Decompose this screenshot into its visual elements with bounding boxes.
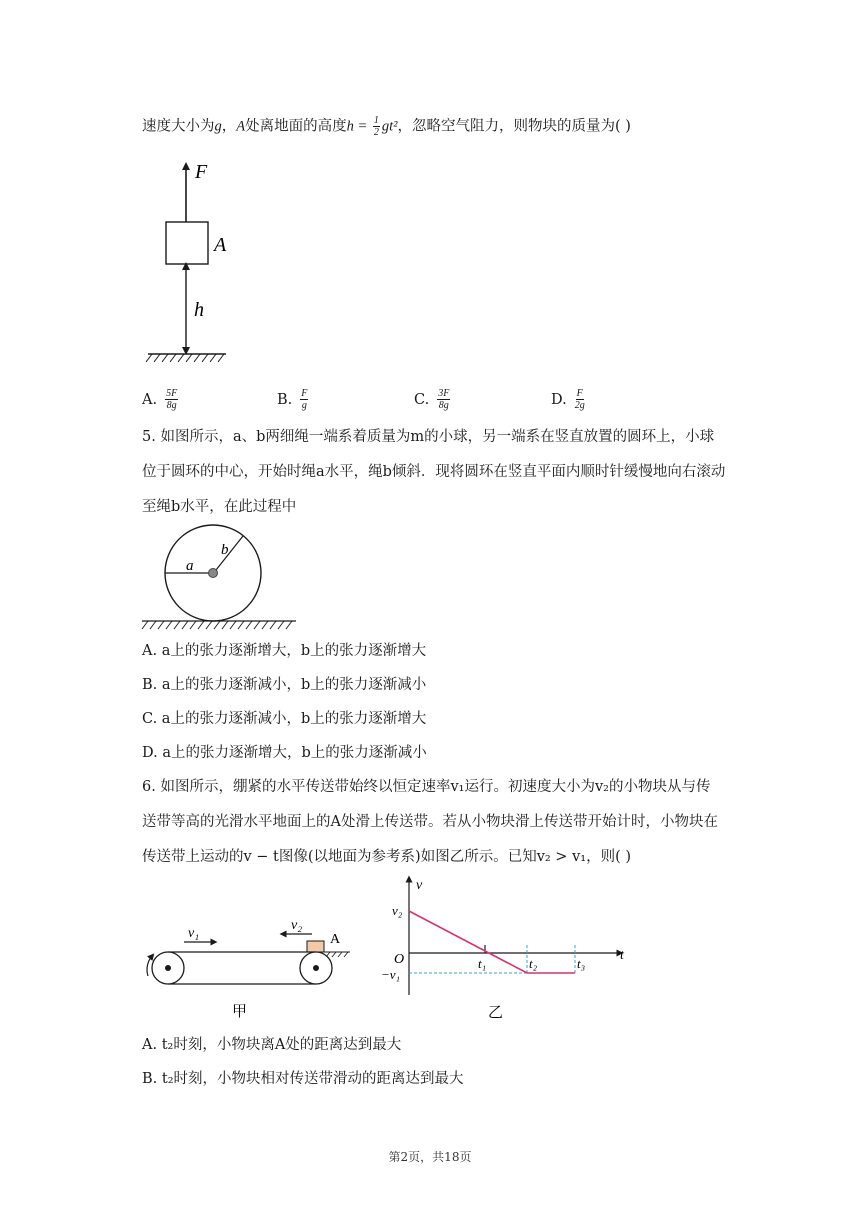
q6-vt-graph bbox=[376, 875, 636, 1025]
ground-hatch bbox=[146, 354, 224, 362]
q5-line-3: 至绳b水平，在此过程中 bbox=[142, 499, 297, 515]
q6-line-2: 送带等高的光滑水平地面上的A处滑上传送带。若从小物块滑上传送带开始计时，小物块在 bbox=[142, 814, 718, 830]
label-b: b bbox=[221, 542, 229, 558]
q4-option-c[interactable] bbox=[414, 388, 452, 411]
ball bbox=[209, 569, 218, 578]
option-label: B. bbox=[277, 391, 293, 408]
numerator: F bbox=[301, 388, 308, 399]
denominator: 8g bbox=[166, 400, 177, 411]
option-fraction bbox=[575, 388, 585, 411]
q5-ring-figure bbox=[140, 524, 300, 630]
caption-yi: 乙 bbox=[488, 1005, 504, 1021]
velocity-curve bbox=[409, 911, 575, 973]
origin-label: O bbox=[394, 952, 405, 967]
tick-label-v2: v₂ bbox=[392, 903, 403, 918]
q4-force-figure bbox=[140, 158, 240, 368]
var-A: A bbox=[236, 118, 246, 135]
right-axle bbox=[313, 965, 319, 971]
var-h: h = bbox=[346, 118, 371, 135]
q6-conveyor-figure bbox=[140, 912, 360, 1024]
text: 处离地面的高度 bbox=[245, 118, 347, 135]
q5-option-c[interactable]: C. a上的张力逐渐减小，b上的张力逐渐增大 bbox=[142, 711, 427, 727]
q6-option-a[interactable]: A. t₂时刻，小物块离A处的距离达到最大 bbox=[142, 1037, 402, 1053]
q5-line-2: 位于圆环的中心，开始时绳a水平，绳b倾斜．现将圆环在竖直平面内顺时针缓慢地向右滚动 bbox=[142, 464, 726, 480]
option-fraction bbox=[437, 388, 450, 411]
text: ， bbox=[221, 118, 237, 135]
axis-label-t: t bbox=[620, 948, 624, 963]
rotation-arrow-icon bbox=[147, 956, 152, 976]
numerator: F bbox=[576, 388, 583, 399]
denominator: 2g bbox=[574, 400, 585, 411]
label-a: a bbox=[186, 558, 194, 574]
label-h: h bbox=[194, 299, 204, 321]
option-label: D. bbox=[551, 391, 567, 408]
small-block bbox=[307, 941, 324, 952]
expr-gt2: gt² bbox=[381, 118, 398, 135]
tick-label-t2: t₂ bbox=[529, 956, 538, 971]
q6-option-b[interactable]: B. t₂时刻，小物块相对传送带滑动的距离达到最大 bbox=[142, 1071, 464, 1087]
option-fraction bbox=[300, 388, 308, 411]
q4-option-d[interactable] bbox=[551, 388, 587, 411]
label-A: A bbox=[330, 932, 341, 947]
label-A: A bbox=[214, 234, 227, 256]
q4-option-a[interactable] bbox=[142, 388, 180, 411]
fraction-half bbox=[373, 115, 380, 138]
ground-hatch bbox=[142, 621, 292, 629]
option-fraction bbox=[165, 388, 178, 411]
block-A bbox=[166, 222, 208, 264]
page-footer: 第2页，共18页 bbox=[388, 1150, 472, 1164]
label-v1: v₁ bbox=[188, 926, 200, 941]
q6-line-3: 传送带上运动的v − t图像(以地面为参考系)如图乙所示。已知v₂ > v₁，则( ) bbox=[142, 849, 631, 865]
denominator: g bbox=[301, 400, 307, 411]
q4-line-1 bbox=[142, 115, 631, 138]
denominator: 2 bbox=[373, 127, 379, 138]
numerator: 5F bbox=[166, 388, 178, 399]
option-label: A. bbox=[142, 391, 158, 408]
label-v2: v₂ bbox=[291, 918, 303, 933]
q4-option-b[interactable] bbox=[277, 388, 310, 411]
q6-line-1: 6. 如图所示，绷紧的水平传送带始终以恒定速率v₁运行。初速度大小为v₂的小物块从与传 bbox=[142, 779, 711, 795]
q5-line-1: 5. 如图所示，a、b两细绳一端系着质量为m的小球，另一端系在竖直放置的圆环上，小球 bbox=[142, 429, 715, 445]
var-g: g bbox=[214, 118, 222, 135]
text: ，忽略空气阻力，则物块的质量为( ) bbox=[397, 118, 631, 135]
axis-label-v: v bbox=[416, 878, 423, 893]
numerator: 3F bbox=[438, 388, 450, 399]
caption-jia: 甲 bbox=[232, 1004, 248, 1020]
tick-label-t3: t₃ bbox=[577, 956, 586, 971]
denominator: 8g bbox=[438, 400, 449, 411]
option-label: C. bbox=[414, 391, 430, 408]
left-axle bbox=[165, 965, 171, 971]
q5-option-d[interactable]: D. a上的张力逐渐增大，b上的张力逐渐减小 bbox=[142, 745, 427, 761]
ground-hatch bbox=[326, 952, 348, 957]
tick-label-neg-v1: −v₁ bbox=[381, 967, 401, 982]
q5-option-b[interactable]: B. a上的张力逐渐减小，b上的张力逐渐减小 bbox=[142, 677, 427, 693]
tick-label-t1: t₁ bbox=[478, 956, 487, 971]
q5-option-a[interactable]: A. a上的张力逐渐增大，b上的张力逐渐增大 bbox=[142, 643, 427, 659]
numerator: 1 bbox=[373, 115, 379, 126]
text: 速度大小为 bbox=[142, 118, 215, 135]
label-F: F bbox=[195, 161, 208, 183]
